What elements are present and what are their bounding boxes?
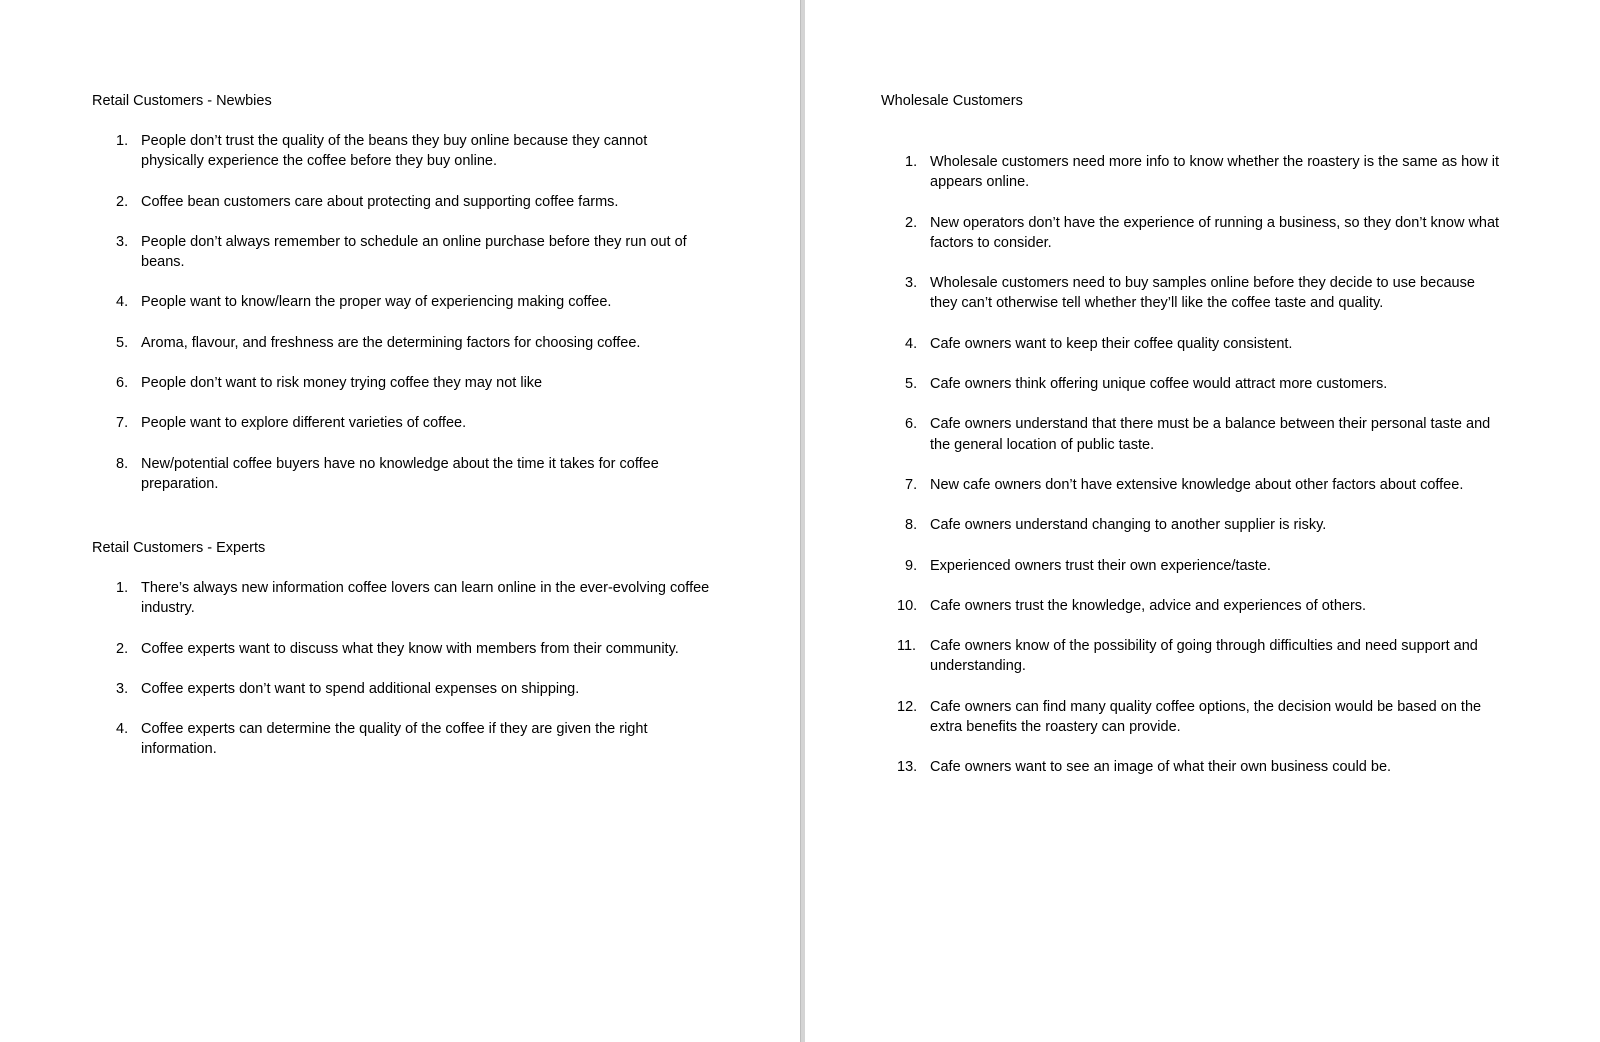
list-item-text: People want to explore different varieties of coffee.: [141, 415, 467, 432]
list-item-text: Cafe owners understand changing to another supplier is risky.: [930, 517, 1327, 534]
list-item-text: Coffee bean customers care about protecting and supporting coffee farms.: [141, 193, 619, 210]
list-number: 1.: [116, 580, 129, 596]
list-item: [92, 639, 712, 659]
list-item-text: Cafe owners can find many quality coffee options, the decision would be based on the extra benefits the roastery can provide.: [930, 698, 1482, 736]
list-item: [92, 719, 712, 760]
list-item: [881, 374, 1506, 394]
list-item: [92, 679, 712, 699]
section-heading: Retail Customers - Experts: [92, 540, 266, 556]
list-number: 11.: [897, 638, 917, 655]
list-item: [92, 232, 712, 273]
list-item-text: New cafe owners don’t have extensive knowledge about other factors about coffee.: [930, 476, 1464, 493]
numbered-list: [92, 578, 712, 760]
list-number: 3.: [905, 275, 918, 292]
list-item-text: Coffee experts can determine the quality of the coffee if they are given the right information.: [141, 721, 648, 758]
list-number: 6.: [116, 375, 129, 392]
list-number: 3.: [116, 680, 129, 697]
list-item-text: Cafe owners think offering unique coffee would attract more customers.: [930, 376, 1388, 393]
list-item: [881, 515, 1506, 535]
list-item: [881, 475, 1506, 495]
list-item: [881, 757, 1506, 777]
section-heading: Wholesale Customers: [881, 93, 1023, 109]
list-item-text: Wholesale customers need to buy samples online before they decide to use because they can’t otherwise tell whether they’ll like the coffee taste and quality.: [930, 275, 1475, 312]
list-item-text: There’s always new information coffee lovers can learn online in the ever-evolving coffee industry.: [141, 580, 710, 617]
numbered-list: [881, 152, 1506, 778]
list-item-text: People don’t trust the quality of the beans they buy online because they cannot physically experience the coffee before they buy online.: [141, 133, 648, 170]
list-item: [92, 292, 712, 312]
list-item: [881, 556, 1506, 576]
list-item: [881, 636, 1506, 677]
list-item: [881, 697, 1506, 738]
list-item-text: Coffee experts don’t want to spend additional expenses on shipping.: [141, 680, 580, 697]
list-number: 3.: [116, 233, 129, 250]
list-item-text: People want to know/learn the proper way of experiencing making coffee.: [141, 294, 612, 311]
list-item-text: Experienced owners trust their own experience/taste.: [930, 557, 1271, 574]
list-item: [881, 596, 1506, 616]
list-item: [92, 131, 712, 172]
list-number: 8.: [905, 517, 918, 534]
list-item-text: New/potential coffee buyers have no knowledge about the time it takes for coffee preparation.: [141, 455, 659, 492]
list-number: 1.: [116, 133, 129, 149]
list-item-text: Cafe owners know of the possibility of going through difficulties and need support and understanding.: [930, 638, 1478, 675]
list-item: [92, 454, 712, 495]
numbered-list: [92, 131, 712, 494]
section-heading: Retail Customers - Newbies: [92, 93, 272, 109]
list-number: 5.: [116, 334, 129, 351]
list-number: 13.: [897, 759, 918, 776]
list-item-text: Cafe owners understand that there must be a balance between their personal taste and the general location of public taste.: [930, 416, 1491, 453]
list-item-text: Aroma, flavour, and freshness are the determining factors for choosing coffee.: [141, 334, 641, 351]
list-item: [881, 334, 1506, 354]
list-item-text: People don’t want to risk money trying coffee they may not like: [141, 375, 543, 392]
list-item-text: Cafe owners want to see an image of what their own business could be.: [930, 759, 1392, 776]
list-item: [881, 414, 1506, 455]
section-retail-experts: [92, 538, 712, 780]
list-number: 2.: [116, 640, 129, 657]
section-retail-newbies: [92, 91, 712, 514]
list-item: [92, 578, 712, 619]
list-number: 6.: [905, 416, 918, 433]
list-number: 7.: [116, 415, 129, 432]
list-number: 10.: [897, 597, 918, 614]
list-number: 9.: [905, 557, 918, 574]
section-wholesale: [881, 91, 1506, 798]
list-number: 8.: [116, 455, 129, 472]
list-number: 2.: [905, 214, 918, 231]
list-number: 1.: [905, 154, 918, 170]
list-item-text: Cafe owners trust the knowledge, advice and experiences of others.: [930, 597, 1367, 614]
list-number: 12.: [897, 698, 918, 715]
list-number: 4.: [116, 294, 129, 311]
list-item: [881, 273, 1506, 314]
list-number: 4.: [116, 721, 129, 738]
list-item-text: Coffee experts want to discuss what they know with members from their community.: [141, 640, 679, 657]
list-item: [881, 152, 1506, 193]
list-item: [881, 213, 1506, 254]
document-page-right: [805, 0, 1600, 1042]
list-number: 4.: [905, 335, 918, 352]
list-item: [92, 333, 712, 353]
list-item-text: New operators don’t have the experience of running a business, so they don’t know what factors to consider.: [930, 214, 1500, 251]
list-item-text: People don’t always remember to schedule an online purchase before they run out of beans.: [141, 233, 687, 271]
list-number: 2.: [116, 193, 129, 210]
list-item: [92, 192, 712, 212]
list-item-text: Cafe owners want to keep their coffee quality consistent.: [930, 335, 1293, 352]
list-number: 5.: [905, 376, 918, 393]
list-item: [92, 373, 712, 393]
list-number: 7.: [905, 476, 918, 493]
list-item: [92, 413, 712, 433]
list-item-text: Wholesale customers need more info to know whether the roastery is the same as how it appears online.: [930, 154, 1499, 191]
